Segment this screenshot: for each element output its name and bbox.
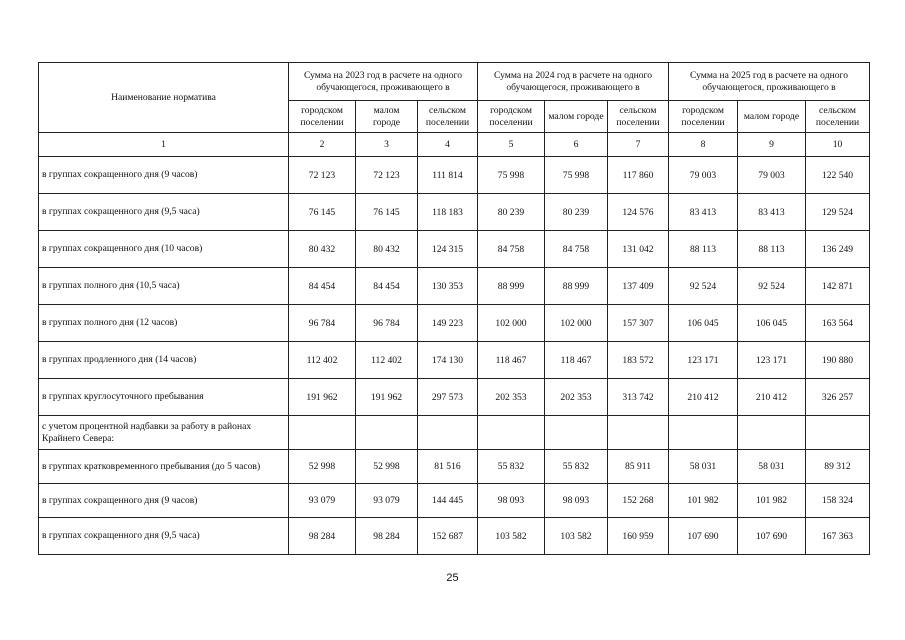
value-cell: 129 524 [806, 194, 870, 231]
value-cell: 76 145 [289, 194, 356, 231]
value-cell: 202 353 [545, 379, 608, 416]
value-cell: 152 687 [418, 518, 478, 555]
table-row [39, 157, 870, 194]
column-number-row [39, 133, 870, 157]
value-cell: 118 467 [545, 342, 608, 379]
value-cell: 297 573 [418, 379, 478, 416]
value-cell [478, 416, 545, 450]
value-cell: 183 572 [608, 342, 669, 379]
value-cell: 118 467 [478, 342, 545, 379]
value-cell: 210 412 [738, 379, 806, 416]
value-cell: 75 998 [545, 157, 608, 194]
value-cell: 92 524 [669, 268, 738, 305]
value-cell: 191 962 [289, 379, 356, 416]
row-name: в группах полного дня (10,5 часа) [39, 268, 289, 305]
sub-header-rural: сельском поселении [608, 101, 669, 133]
year-2025-header: Сумма на 2025 год в расчете на одного обучающегося, проживающего в [669, 63, 870, 101]
value-cell: 89 312 [806, 450, 870, 484]
table-row [39, 342, 870, 379]
table-row [39, 194, 870, 231]
row-name: в группах сокращенного дня (9 часов) [39, 484, 289, 518]
table-row [39, 379, 870, 416]
value-cell: 88 113 [738, 231, 806, 268]
value-cell: 107 690 [669, 518, 738, 555]
sub-header-rural: сельском поселении [806, 101, 870, 133]
value-cell: 137 409 [608, 268, 669, 305]
value-cell: 79 003 [738, 157, 806, 194]
value-cell: 118 183 [418, 194, 478, 231]
table-row [39, 231, 870, 268]
page-number: 25 [446, 572, 459, 584]
value-cell: 98 093 [545, 484, 608, 518]
value-cell: 102 000 [545, 305, 608, 342]
sub-header-small-town: малом городе [738, 101, 806, 133]
sub-header-urban: городском поселении [289, 101, 356, 133]
table-row [39, 450, 870, 484]
value-cell: 112 402 [289, 342, 356, 379]
value-cell: 144 445 [418, 484, 478, 518]
value-cell: 88 113 [669, 231, 738, 268]
value-cell: 83 413 [669, 194, 738, 231]
value-cell [669, 416, 738, 450]
value-cell: 131 042 [608, 231, 669, 268]
value-cell: 136 249 [806, 231, 870, 268]
value-cell: 107 690 [738, 518, 806, 555]
value-cell: 52 998 [289, 450, 356, 484]
table-row [39, 305, 870, 342]
column-number: 4 [418, 133, 478, 157]
table-row [39, 416, 870, 450]
value-cell: 79 003 [669, 157, 738, 194]
value-cell: 210 412 [669, 379, 738, 416]
value-cell: 85 911 [608, 450, 669, 484]
value-cell: 123 171 [738, 342, 806, 379]
value-cell: 55 832 [478, 450, 545, 484]
value-cell: 117 860 [608, 157, 669, 194]
value-cell: 174 130 [418, 342, 478, 379]
row-name: в группах сокращенного дня (9,5 часа) [39, 194, 289, 231]
value-cell: 80 239 [478, 194, 545, 231]
column-number: 9 [738, 133, 806, 157]
value-cell: 157 307 [608, 305, 669, 342]
value-cell: 191 962 [356, 379, 418, 416]
value-cell: 84 454 [289, 268, 356, 305]
value-cell: 103 582 [545, 518, 608, 555]
column-number: 6 [545, 133, 608, 157]
value-cell: 58 031 [738, 450, 806, 484]
value-cell: 80 432 [356, 231, 418, 268]
value-cell [289, 416, 356, 450]
value-cell: 149 223 [418, 305, 478, 342]
value-cell: 111 814 [418, 157, 478, 194]
value-cell: 98 284 [289, 518, 356, 555]
row-name: в группах круглосуточного пребывания [39, 379, 289, 416]
value-cell: 76 145 [356, 194, 418, 231]
value-cell: 158 324 [806, 484, 870, 518]
value-cell: 72 123 [289, 157, 356, 194]
row-name: в группах полного дня (12 часов) [39, 305, 289, 342]
value-cell: 58 031 [669, 450, 738, 484]
table-row [39, 484, 870, 518]
table-body [39, 157, 870, 555]
value-cell: 88 999 [478, 268, 545, 305]
value-cell: 106 045 [669, 305, 738, 342]
value-cell: 84 454 [356, 268, 418, 305]
value-cell: 106 045 [738, 305, 806, 342]
value-cell: 202 353 [478, 379, 545, 416]
normatives-table [38, 62, 870, 555]
value-cell [608, 416, 669, 450]
value-cell: 101 982 [669, 484, 738, 518]
value-cell: 96 784 [289, 305, 356, 342]
row-name: в группах сокращенного дня (9,5 часа) [39, 518, 289, 555]
value-cell: 83 413 [738, 194, 806, 231]
value-cell: 152 268 [608, 484, 669, 518]
table-row [39, 518, 870, 555]
value-cell: 88 999 [545, 268, 608, 305]
value-cell: 124 315 [418, 231, 478, 268]
value-cell: 124 576 [608, 194, 669, 231]
sub-header-small-town: малом городе [545, 101, 608, 133]
year-2023-header: Сумма на 2023 год в расчете на одного обучающегося, проживающего в [289, 63, 478, 101]
column-number: 7 [608, 133, 669, 157]
sub-header-rural: сельском поселении [418, 101, 478, 133]
row-name: в группах сокращенного дня (9 часов) [39, 157, 289, 194]
value-cell: 93 079 [289, 484, 356, 518]
column-number: 1 [39, 133, 289, 157]
value-cell: 80 239 [545, 194, 608, 231]
sub-header-urban: городском поселении [478, 101, 545, 133]
value-cell: 75 998 [478, 157, 545, 194]
value-cell: 72 123 [356, 157, 418, 194]
value-cell [806, 416, 870, 450]
value-cell: 102 000 [478, 305, 545, 342]
column-number: 8 [669, 133, 738, 157]
value-cell: 163 564 [806, 305, 870, 342]
value-cell: 81 516 [418, 450, 478, 484]
value-cell: 103 582 [478, 518, 545, 555]
table-row [39, 268, 870, 305]
value-cell: 52 998 [356, 450, 418, 484]
name-column-header: Наименование норматива [39, 63, 289, 133]
value-cell [738, 416, 806, 450]
value-cell: 167 363 [806, 518, 870, 555]
value-cell: 55 832 [545, 450, 608, 484]
value-cell: 96 784 [356, 305, 418, 342]
value-cell: 142 871 [806, 268, 870, 305]
value-cell: 112 402 [356, 342, 418, 379]
column-number: 3 [356, 133, 418, 157]
value-cell: 101 982 [738, 484, 806, 518]
value-cell: 92 524 [738, 268, 806, 305]
column-number: 2 [289, 133, 356, 157]
value-cell: 122 540 [806, 157, 870, 194]
year-2024-header: Сумма на 2024 год в расчете на одного обучающегося, проживающего в [478, 63, 669, 101]
row-name: в группах сокращенного дня (10 часов) [39, 231, 289, 268]
value-cell: 84 758 [545, 231, 608, 268]
column-number: 10 [806, 133, 870, 157]
value-cell: 190 880 [806, 342, 870, 379]
value-cell: 93 079 [356, 484, 418, 518]
value-cell: 98 093 [478, 484, 545, 518]
value-cell [356, 416, 418, 450]
value-cell: 123 171 [669, 342, 738, 379]
value-cell: 326 257 [806, 379, 870, 416]
row-name: в группах кратковременного пребывания (до 5 часов) [39, 450, 289, 484]
value-cell: 313 742 [608, 379, 669, 416]
row-name: с учетом процентной надбавки за работу в районах Крайнего Севера: [39, 416, 289, 450]
value-cell: 160 959 [608, 518, 669, 555]
value-cell: 130 353 [418, 268, 478, 305]
sub-header-small-town: малом городе [356, 101, 418, 133]
value-cell: 80 432 [289, 231, 356, 268]
value-cell [545, 416, 608, 450]
value-cell: 98 284 [356, 518, 418, 555]
value-cell [418, 416, 478, 450]
sub-header-urban: городском поселении [669, 101, 738, 133]
value-cell: 84 758 [478, 231, 545, 268]
column-number: 5 [478, 133, 545, 157]
row-name: в группах продленного дня (14 часов) [39, 342, 289, 379]
